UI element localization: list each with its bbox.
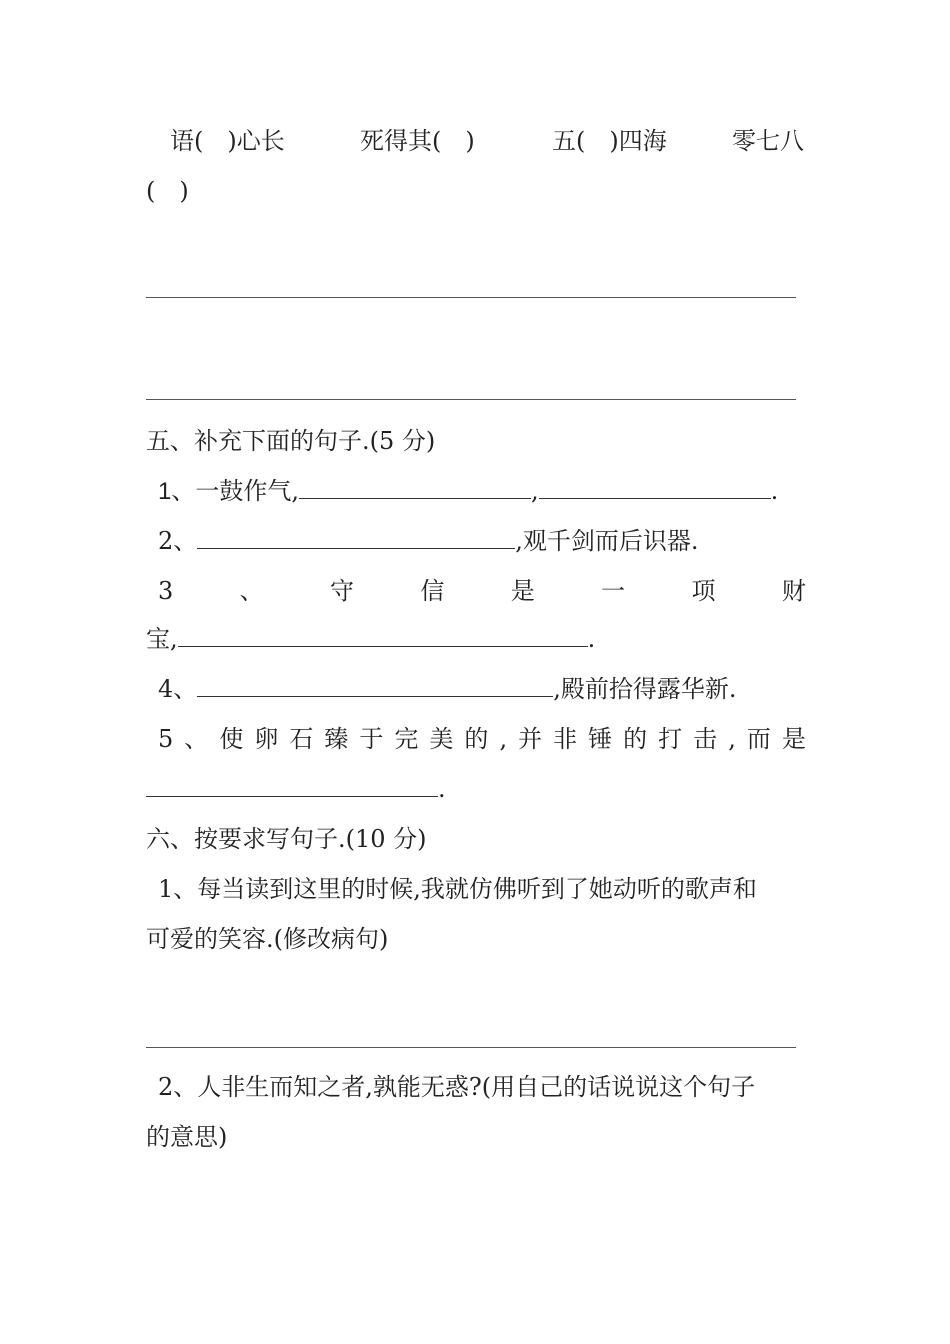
q1-comma: , [531,477,539,505]
q5-char: 并 [518,725,543,753]
q3-char: 守 [330,577,355,605]
section5-q5-line2 [146,772,806,806]
q3-blank[interactable] [178,624,588,647]
q3-char: 信 [420,577,445,605]
q3-char: 是 [510,577,535,605]
section6-q2-line1: 2、人非生而知之者,孰能无惑?(用自己的话说说这个句子 [158,1073,756,1101]
answer-line-3[interactable] [146,1047,796,1048]
q5-char: 、 [184,725,209,753]
q5-char: 而 [746,725,771,753]
section5-q5-line1 [158,722,806,756]
q5-char: 于 [359,725,384,753]
q5-char: 美 [429,725,454,753]
q5-char: 使 [219,725,244,753]
idiom-4: 零七八 [732,127,804,155]
q3-char: 项 [691,577,716,605]
q5-char: 5 [158,725,174,753]
q3-char: 3 [158,577,174,605]
q5-char: 臻 [324,725,349,753]
section5-q3-line1 [158,574,806,608]
q4-number: 4、 [158,675,198,703]
q3-char: 、 [239,577,264,605]
q3-char: 财 [781,577,806,605]
q5-char: 非 [553,725,578,753]
section6-q2-line2: 的意思) [146,1123,228,1151]
section6-heading: 六、按要求写句子.(10 分) [146,825,427,853]
idiom-1: 语( )心长 [170,127,285,155]
q3-char: 一 [601,577,626,605]
section6-q1-line2: 可爱的笑容.(修改病句) [146,925,389,953]
q1-blank-1[interactable] [299,476,531,499]
q5-char: 卵 [254,725,279,753]
q5-char: , [728,725,736,753]
q1-end: . [770,477,779,505]
answer-line-2[interactable] [146,399,796,400]
q5-char: 完 [394,725,419,753]
q3-end: . [587,625,596,653]
q5-char: 的 [623,725,648,753]
q5-char: 击 [693,725,718,753]
q1-text: 一鼓作气, [195,477,299,505]
idiom-3: 五( )四海 [552,127,667,155]
q4-tail: ,殿前拾得露华新. [553,675,737,703]
section5-q3-line2 [146,622,806,656]
q5-blank[interactable] [146,774,438,797]
q5-char: 石 [289,725,314,753]
q5-end: . [438,775,446,803]
q5-char: 打 [658,725,683,753]
q1-number: 1、 [158,478,196,505]
q2-blank[interactable] [197,526,515,549]
section5-heading: 五、补充下面的句子.(5 分) [146,427,436,455]
section6-q1-line1: 1、每当读到这里的时候,我就仿佛听到了她动听的歌声和 [158,875,757,903]
q5-char: 的 [464,725,489,753]
q5-char: 是 [781,725,806,753]
q5-char: 锤 [588,725,613,753]
q4-blank[interactable] [197,674,553,697]
section5-q2 [158,524,818,558]
answer-line-1[interactable] [146,297,796,298]
q5-char: , [499,725,508,753]
q3-cont: 宝, [146,625,178,653]
q2-tail: ,观千剑而后识器. [515,527,699,555]
idiom-4-continued: ( ) [146,177,189,205]
idiom-2: 死得其( ) [360,127,475,155]
section5-q1 [158,474,818,509]
section5-q4 [158,672,818,706]
q1-blank-2[interactable] [539,476,771,499]
q2-number: 2、 [158,527,198,555]
